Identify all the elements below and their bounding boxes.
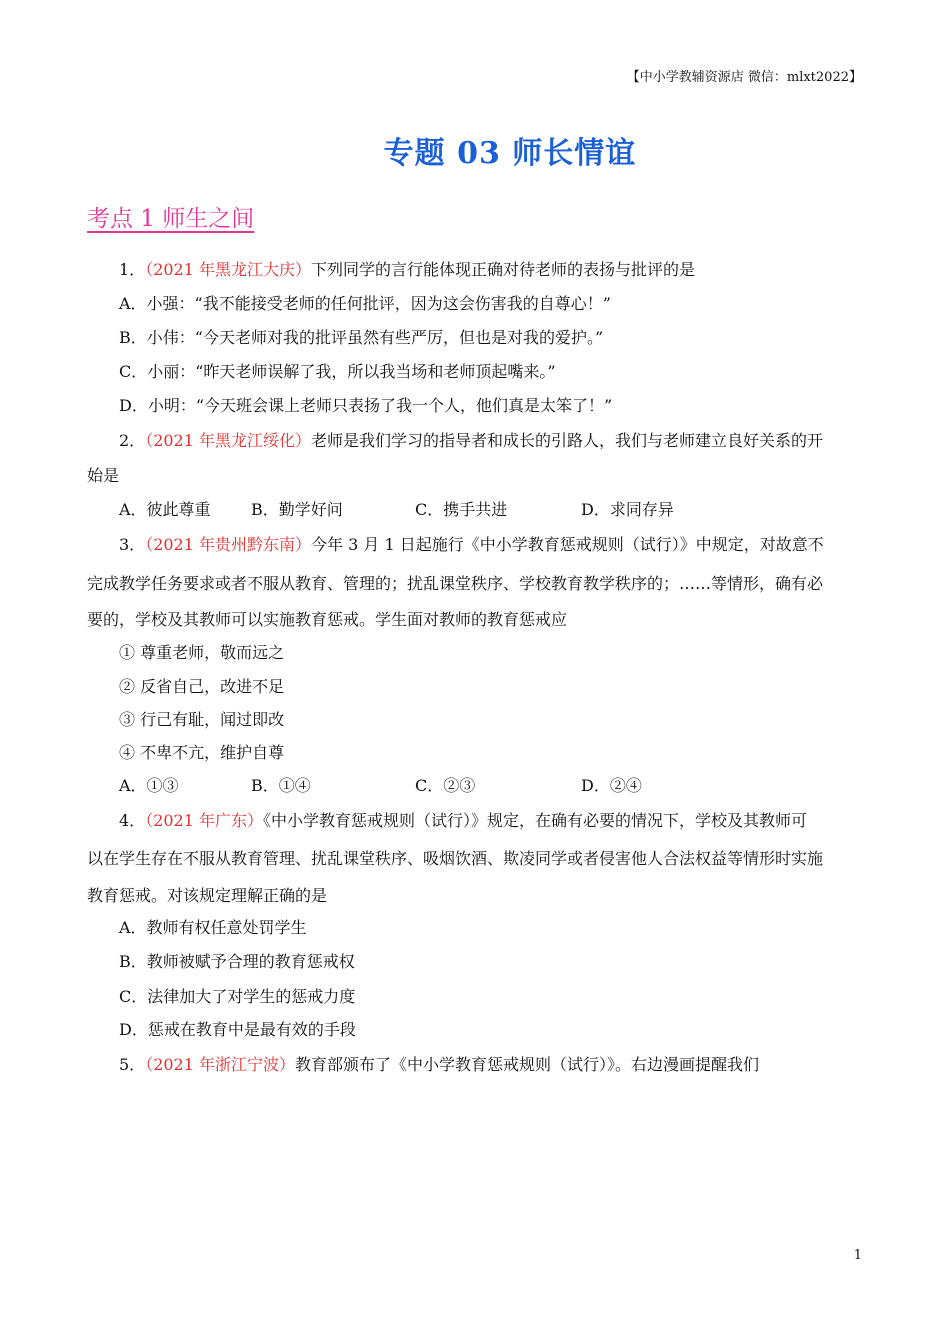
question-5 [119,1055,759,1075]
question-text-continued: 以在学生存在不服从教育管理、扰乱课堂秩序、吸烟饮酒、欺凌同学或者侵害他人合法权益等情形时实施 [87,849,824,868]
option-c: C．②③ [415,776,476,795]
question-source: （2021 年贵州黔东南） [145,535,311,554]
page-number: 1 [853,1248,862,1263]
question-1 [119,260,695,280]
question-text: 教育部颁布了《中小学教育惩戒规则（试行）》。右边漫画提醒我们 [295,1055,760,1074]
question-3 [119,535,824,555]
question-number: 4． [119,811,146,830]
question-text: 下列同学的言行能体现正确对待老师的表扬与批评的是 [311,260,696,279]
option-d: D．求同存异 [581,500,674,519]
option-c: C．法律加大了对学生的惩戒力度 [119,987,356,1006]
option-d: D．惩戒在教育中是最有效的手段 [119,1020,356,1039]
question-text-continued: 要的，学校及其教师可以实施教育惩戒。学生面对教师的教育惩戒应 [87,610,568,629]
statement-3: ③ 行己有耻，闻过即改 [119,710,285,729]
question-text: 《中小学教育惩戒规则（试行）》规定，在确有必要的情况下，学校及其教师可 [263,811,808,830]
question-number: 5． [119,1055,146,1074]
statement-4: ④ 不卑不亢，维护自尊 [119,743,285,762]
question-2 [119,431,823,451]
question-source: （2021 年浙江宁波） [145,1055,295,1074]
question-number: 2． [119,431,146,450]
option-c: C．携手共进 [415,500,508,519]
option-b: B．勤学好问 [251,500,343,519]
option-a: A．小强：“我不能接受老师的任何批评，因为这会伤害我的自尊心！” [119,294,611,313]
question-source: （2021 年黑龙江绥化） [145,431,311,450]
option-a: A．教师有权任意处罚学生 [119,918,307,937]
statement-1: ① 尊重老师，敬而远之 [119,643,285,662]
option-a: A．彼此尊重 [119,500,211,519]
question-number: 3． [119,535,146,554]
option-b: B．①④ [251,776,311,795]
header-note: 【中小学教辅资源店 微信：mlxt2022】 [626,70,862,85]
question-number: 1． [119,260,146,279]
section-heading: 考点 1 师生之间 [87,206,255,232]
question-4 [119,811,807,831]
question-source: （2021 年广东） [145,811,263,830]
option-c: C．小丽：“昨天老师误解了我，所以我当场和老师顶起嘴来。” [119,362,556,381]
question-source: （2021 年黑龙江大庆） [145,260,311,279]
page-title: 专题 03 师长情谊 [383,136,637,171]
option-b: B．小伟：“今天老师对我的批评虽然有些严厉，但也是对我的爱护。” [119,328,604,347]
statement-2: ② 反省自己，改进不足 [119,677,285,696]
option-d: D．小明：“今天班会课上老师只表扬了我一个人，他们真是太笨了！” [119,396,613,415]
question-text-continued: 教育惩戒。对该规定理解正确的是 [87,886,328,905]
option-a: A．①③ [119,776,179,795]
question-text: 今年 3 月 1 日起施行《中小学教育惩戒规则（试行）》中规定，对故意不 [311,535,824,554]
option-d: D．②④ [581,776,642,795]
question-text-continued: 始是 [87,466,120,485]
question-text-continued: 完成教学任务要求或者不服从教育、管理的；扰乱课堂秩序、学校教育教学秩序的；……等情形，确有必 [87,574,824,593]
option-b: B．教师被赋予合理的教育惩戒权 [119,952,355,971]
question-text: 老师是我们学习的指导者和成长的引路人，我们与老师建立良好关系的开 [311,431,824,450]
